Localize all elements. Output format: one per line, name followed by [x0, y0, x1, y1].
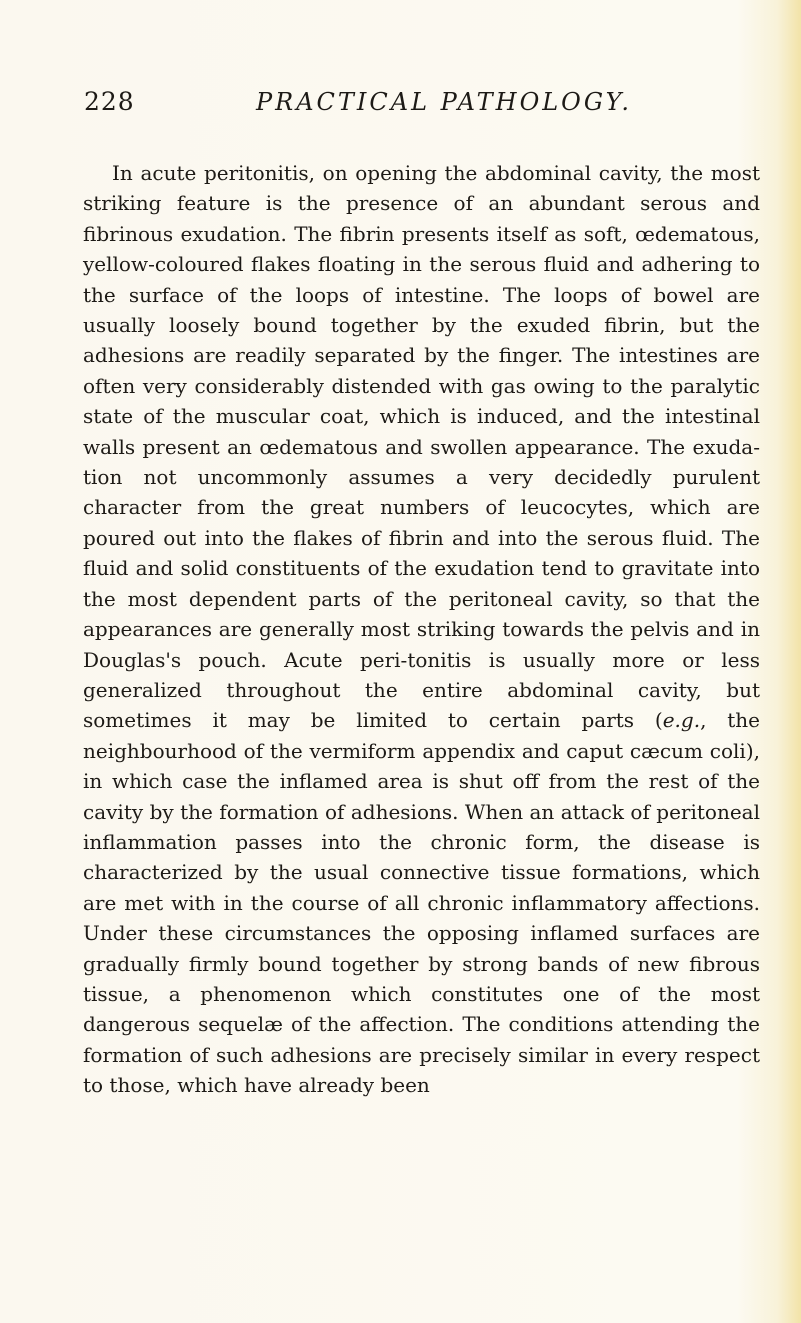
running-title: PRACTICAL PATHOLOGY.	[256, 88, 632, 116]
body-paragraph	[83, 158, 760, 1101]
page-header	[84, 86, 760, 118]
paragraph-text-part-1: In acute peritonitis, on opening the abdominal cavity, the most striking feature is the presence of an abundant serous and fibrinous exudation. The fibrin presents itself as soft, œdematous, yellow-coloured flakes floating in the serous fluid and adhering to the surface of the loops of intestine. The loops of bowel are usually loosely bound together by the exuded fibrin, but the adhesions are readily separated by the finger. The intestines are often very considerably distended with gas owing to the paralytic state of the muscular coat, which is induced, and the intestinal walls present an œdematous and swollen appearance. The exuda-tion not uncommonly assumes a very decidedly purulent character from the great numbers of leucocytes, which are poured out into the flakes of fibrin and into the serous fluid. The fluid and solid constituents of the exudation tend to gravitate into the most dependent parts of the peritoneal cavity, so that the appearances are generally most striking towards the pelvis and in Douglas's pouch. Acute peri-tonitis is usually more or less generalized throughout the entire abdominal cavity, but sometimes it may be limited to certain parts (	[83, 161, 760, 733]
italic-eg: e.g.	[662, 708, 701, 733]
page-number: 228	[84, 87, 135, 116]
paragraph-text-part-2: , the neighbourhood of the vermiform appendix and caput cæcum coli), in which case the inflamed area is shut off from the rest of the cavity by the formation of adhesions. When an attack of peritoneal inflammation passes into the chronic form, the disease is characterized by the usual connective tissue formations, which are met with in the course of all chronic inflammatory affections. Under these circumstances the opposing inflamed surfaces are gradually firmly bound together by strong bands of new fibrous tissue, a phenomenon which constitutes one of the most dangerous sequelæ of the affection. The conditions attending the formation of such adhesions are precisely similar in every respect to those, which have already been	[83, 708, 761, 1098]
